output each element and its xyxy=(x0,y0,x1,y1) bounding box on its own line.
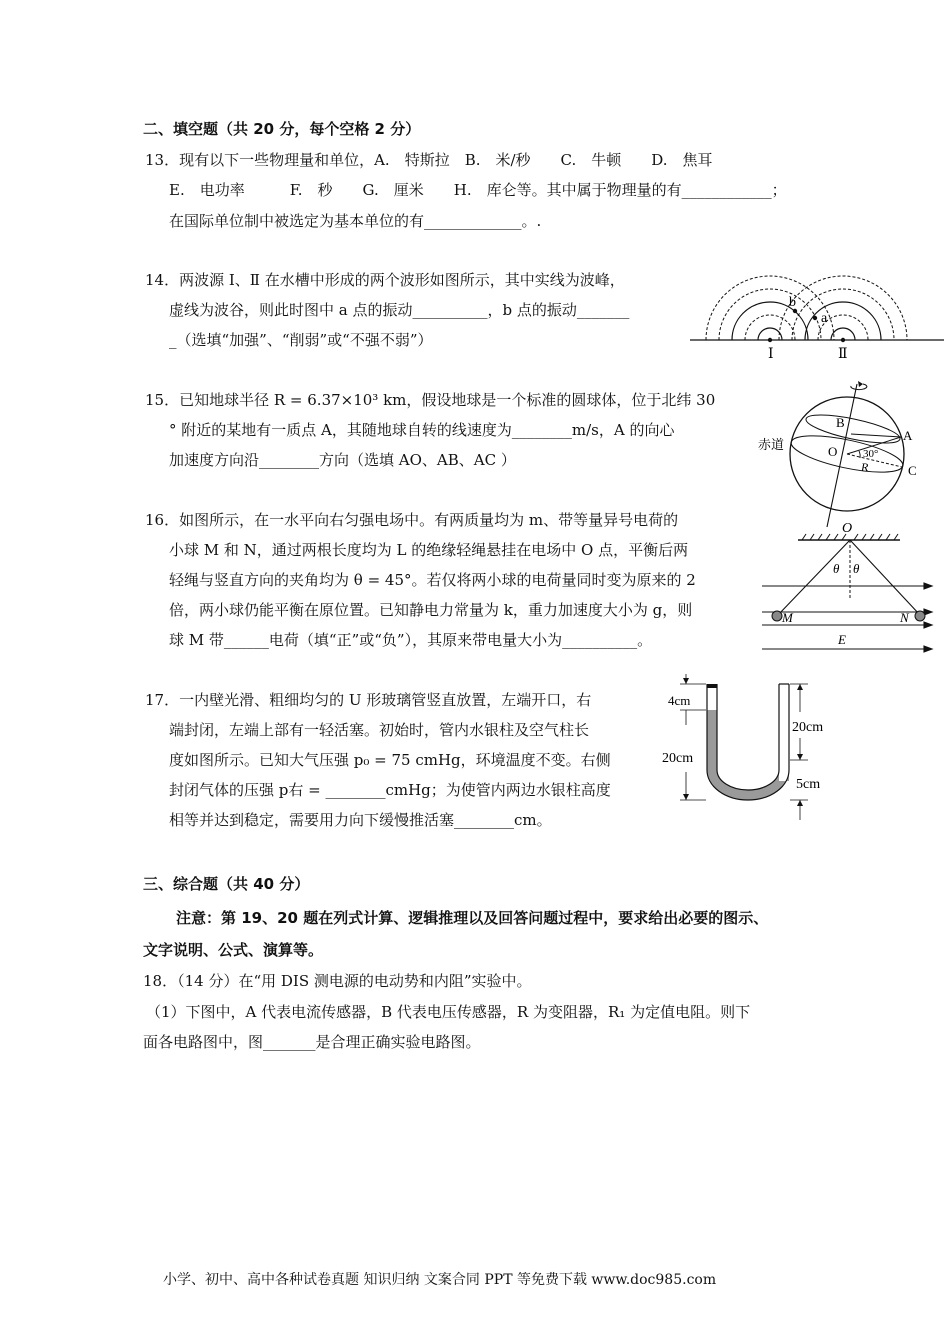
angle-label: 30° xyxy=(863,448,879,460)
point-c-label: C xyxy=(908,463,917,478)
suspension-o-label: O xyxy=(842,521,853,536)
ball-n-label: N xyxy=(900,610,909,625)
u-tube-figure xyxy=(662,670,842,825)
q15-line-2: ° 附近的某地有一质点 A，其随地球自转的线速度为________m/s，A 的向心 xyxy=(169,421,675,439)
note-line-2: 文字说明、公式、演算等。 xyxy=(143,941,324,959)
earth-figure xyxy=(755,374,935,532)
q18-line-2: （1）下图中，A 代表电流传感器，B 代表电压传感器，R 为变阻器，R₁ 为定值电阻。则下 xyxy=(146,1003,751,1021)
center-o-label: O xyxy=(828,444,838,459)
section-fill-title: 二、填空题（共 20 分，每个空格 2 分） xyxy=(143,120,421,138)
q13-line-2: E. 电功率 F. 秒 G. 厘米 H. 库仑等。其中属于物理量的有____________； xyxy=(169,181,787,199)
q16-line-2: 小球 M 和 N，通过两根长度均为 L 的绝缘轻绳悬挂在电场中 O 点，平衡后两 xyxy=(169,541,689,559)
q17-line-3: 度如图所示。已知大气压强 p₀ = 75 cmHg，环境温度不变。右侧 xyxy=(169,751,611,769)
q16-line-5: 球 M 带______电荷（填“正”或“负”），其原来带电量大小为__________。 xyxy=(169,631,653,649)
theta-left-label: θ xyxy=(833,561,840,576)
field-e-label: E xyxy=(838,632,846,647)
page-footer: 小学、初中、高中各种试卷真题 知识归纳 文案合同 PPT 等免费下载 www.doc985.com xyxy=(163,1272,717,1288)
point-b-label: B xyxy=(836,415,845,430)
section-comprehensive-title: 三、综合题（共 40 分） xyxy=(143,875,310,893)
theta-right-label: θ xyxy=(853,561,860,576)
dim-20cm-left-label: 20cm xyxy=(662,751,694,766)
q16-line-4: 倍，两小球仍能平衡在原位置。已知静电力常量为 k，重力加速度大小为 g，则 xyxy=(169,601,693,619)
q16-line-3: 轻绳与竖直方向的夹角均为 θ = 45°。若仅将两小球的电荷量同时变为原来的 2 xyxy=(169,571,696,589)
q15-line-1: 15．已知地球半径 R = 6.37×10³ km，假设地球是一个标准的圆球体，位于北纬 30 xyxy=(145,391,716,409)
wave-source-2-label: Ⅱ xyxy=(838,347,848,362)
wave-source-1-label: Ⅰ xyxy=(768,347,774,362)
q18-line-1: 18．（14 分）在“用 DIS 测电源的电动势和内阻”实验中。 xyxy=(143,972,532,990)
dim-20cm-right-label: 20cm xyxy=(792,720,824,735)
q13-line-3: 在国际单位制中被选定为基本单位的有_____________。. xyxy=(169,212,542,230)
equator-label: 赤道 xyxy=(758,437,785,452)
wave-sources-figure xyxy=(688,262,946,362)
q13-line-1: 13．现有以下一些物理量和单位，A. 特斯拉 B. 米/秒 C. 牛顿 D. 焦耳 xyxy=(145,151,713,169)
q17-line-2: 端封闭，左端上部有一轻活塞。初始时，管内水银柱及空气柱长 xyxy=(169,721,590,739)
dim-4cm-label: 4cm xyxy=(668,693,691,708)
q16-line-1: 16．如图所示，在一水平向右匀强电场中。有两质量均为 m、带等量异号电荷的 xyxy=(145,511,679,529)
q14-line-2: 虚线为波谷，则此时图中 a 点的振动__________，b 点的振动_______ xyxy=(169,301,630,319)
radius-r-label: R xyxy=(861,460,869,474)
charged-balls-figure xyxy=(760,518,940,658)
q14-line-3: _（选填“加强”、“削弱”或“不强不弱”） xyxy=(169,331,433,349)
q18-line-3: 面各电路图中，图_______是合理正确实验电路图。 xyxy=(143,1033,481,1051)
wave-point-b-label: b xyxy=(789,295,796,310)
q14-line-1: 14．两波源 Ⅰ、Ⅱ 在水槽中形成的两个波形如图所示，其中实线为波峰， xyxy=(145,271,625,289)
point-a-label: A xyxy=(903,428,913,443)
q17-line-1: 17．一内壁光滑、粗细均匀的 U 形玻璃管竖直放置，左端开口，右 xyxy=(145,691,592,709)
note-line-1: 注意：第 19、20 题在列式计算、逻辑推理以及回答问题过程中，要求给出必要的图示、 xyxy=(176,909,769,927)
dim-5cm-label: 5cm xyxy=(796,777,821,792)
wave-point-a-label: a xyxy=(821,311,828,326)
q17-line-5: 相等并达到稳定，需要用力向下缓慢推活塞________cm。 xyxy=(169,811,552,829)
q15-line-3: 加速度方向沿________方向（选填 AO、AB、AC ） xyxy=(169,451,516,469)
ball-m-label: M xyxy=(782,610,793,625)
q17-line-4: 封闭气体的压强 p右 = ________cmHg；为使管内两边水银柱高度 xyxy=(169,781,611,799)
